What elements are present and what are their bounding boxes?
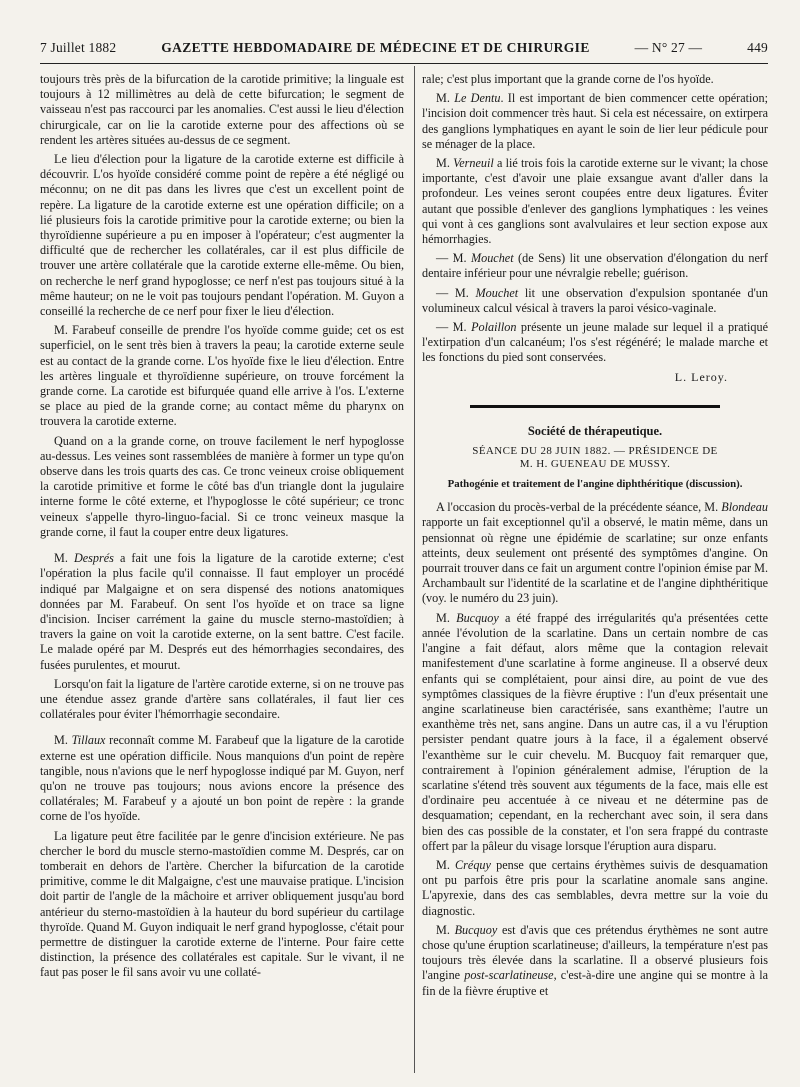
session-line: M. H. GUENEAU DE MUSSY.	[519, 458, 671, 471]
text-run: (de Sens) lit une observation d'élongation du nerf dentaire inférieur pour une névralgie rebelle; guérison.	[422, 251, 768, 281]
text-run: reconnaît comme M. Farabeuf que la ligature de la carotide externe est une opération difficile. Nous manquions d'un point de repère tangible, nous n'avions que le nerf hypoglosse indiqué par M. Guyon, nerf qu'on ne trouve pas toujours; nous avions encore la présence des collatérales; M. Farabeuf y a ajouté un bon point de repère : la grande corne de l'os hyoïde.	[40, 733, 404, 824]
running-header	[40, 40, 768, 62]
paragraph	[422, 500, 768, 606]
section-title: Société de thérapeutique.	[527, 423, 663, 438]
discussion-subject: Pathogénie et traitement de l'angine diphthéritique (discussion).	[447, 478, 743, 491]
journal-title: GAZETTE HEBDOMADAIRE DE MÉDECINE ET DE CHIRURGIE	[161, 40, 590, 55]
speaker-name: Bucquoy	[456, 610, 499, 625]
speaker-name: Le Dentu	[454, 91, 501, 106]
session-line: SÉANCE DU 28 JUIN 1882. — PRÉSIDENCE DE	[472, 445, 718, 458]
paragraph: La ligature peut être facilitée par le genre d'incision extérieure. Ne pas chercher le bord du muscle sterno-mastoïdien comme M. Després, car on tomberait en dehors de l'artère. Chercher la bifurcation de la carotide primitive, comme le dit Malgaigne, c'est une mauvaise pratique. L'incision doit partir de l'angle de la mâchoire et arriver obliquement jusqu'au bord antérieur du sterno-mastoïdien à la hauteur du bord supérieur du cartilage thyroïde. Quand M. Guyon indiquait le nerf grand hypoglosse, c'était pour permettre de distinguer la carotide externe de l'interne. Pour faire cette distinction, la présence des collatérales est capitale. Sur le vivant, il ne faut pas poser le fil sans avoir vu une collaté-	[40, 828, 404, 980]
section-divider	[470, 405, 720, 408]
right-column	[422, 72, 768, 1003]
paragraph	[422, 320, 768, 366]
paragraph	[422, 251, 768, 281]
text-run: M.	[436, 91, 455, 106]
speaker-name: Bucquoy	[454, 922, 498, 937]
text-run: . Il est important de bien commencer cette opération; l'incision doit commencer très haut. Si cela est nécessaire, on extirpera des ganglions lymphatiques en ayant le soin de lier leur pédicule pour se ménager de la place.	[422, 91, 768, 151]
text-run: — M.	[436, 285, 476, 300]
column-divider	[414, 66, 415, 1073]
text-run: , c'est-à-dire une angine qui se montre à la fin de la fièvre éruptive et	[422, 968, 768, 998]
speaker-name: Després	[73, 551, 114, 566]
speaker-name: Polaillon	[471, 320, 517, 335]
text-run: lit une observation d'expulsion spontanée d'un volumineux calcul vésical à travers la paroi vésico-vaginale.	[422, 285, 768, 315]
text-run: M.	[436, 156, 454, 171]
paragraph	[422, 91, 768, 152]
speaker-name: Verneuil	[453, 156, 494, 171]
text-run: M.	[436, 857, 456, 872]
speaker-name: Mouchet	[475, 285, 519, 300]
paragraph: Le lieu d'élection pour la ligature de la carotide externe est difficile à découvrir. L'os hyoïde considéré comme point de repère a été négligé ou méconnu; on ne dit pas dans les livres que c'est un excellent point de repère. La ligature de la carotide externe est une opération difficile; on a lié plusieurs fois la carotide primitive pour la carotide externe; ou bien la thyroïdienne supérieure a pu en imposer à l'opérateur; c'est augmenter la difficulté que de rechercher les collatérales, car il est plus difficile de trouver une artère collatérale que la carotide externe elle-même. Ou bien, on recherche le nerf grand hypoglosse; ce nerf n'est pas toujours situé à la même hauteur; on ne le voit pas toujours pendant l'opération. M. Guyon a conseillé la recherche de ce nerf pour fixer le lieu d'élection.	[40, 152, 404, 319]
issue-number: — N° 27 —	[634, 40, 703, 55]
session-info	[422, 445, 768, 471]
paragraph: Lorsqu'on fait la ligature de l'artère carotide externe, si on ne trouve pas une étendue assez grande d'artère sans collatérales, il faut lier ces collatérales pour éviter l'hémorrhagie secondaire.	[40, 676, 404, 722]
text-run: — M.	[436, 251, 471, 266]
text-run: pense que certains érythèmes suivis de desquamation ont pu parfois être pris pour la scarlatine anomale sans angine. L'apyrexie, dans des cas semblables, devra mettre sur la voie du diagnostic.	[422, 857, 768, 918]
paragraph	[40, 551, 404, 673]
text-run: est d'avis que ces prétendus érythèmes ne sont autre chose qu'une éruption scarlatineuse; d'ailleurs, la température n'est pas toujours très élevée dans la scarlatine. Il a observé plusieurs fois l'angine	[422, 922, 768, 983]
text-run: M.	[54, 733, 72, 748]
page-number: 449	[747, 40, 768, 55]
emphasized-term: post-scarlatineuse	[464, 968, 554, 983]
left-column	[40, 72, 404, 981]
paragraph: rale; c'est plus important que la grande corne de l'os hyoïde.	[422, 72, 714, 86]
text-run: présente un jeune malade sur lequel il a pratiqué l'extirpation d'un calcanéum; l'os s'est régénéré; le malade marche et les fonctions du pied sont conservées.	[422, 320, 768, 365]
text-run: a été frappé des irrégularités qu'a présentées cette année l'évolution de la scarlatine. Dans un certain nombre de cas l'angine a fait défaut, alors même que la contagion relevait manifestement d'une scarlatine à forme angineuse. Il a observé deux enfants qui se complétaient, pour ainsi dire, au point de vue des symptômes classiques de la fièvre éruptive : l'un d'eux présentait une angine scarlatineuse bien caractérisée, sans exanthème; l'autre un exanthème très net, sans angine. Dans un autre cas, il a vu l'éruption persister pendant quatre jours à la face, il a également observé l'exanthème sur le cuir chevelu. M. Bucquoy fait remarquer que, contrairement à l'opinion généralement admise, l'éruption de la scarlatine s'étend très souvent aux téguments de la face, mais elle est d'ordinaire peu accentuée à ce niveau et ne détermine pas de desquamation; cependant, en la recherchant avec soin, il sera dans bien des cas possible de la constater, et l'on sera frappé du contraste offert par la pâleur du visage lorsque l'éruption aura disparu.	[422, 610, 768, 853]
paragraph	[422, 611, 768, 854]
paragraph	[422, 286, 768, 316]
paragraph	[422, 858, 768, 919]
text-run: a fait une fois la ligature de la carotide externe; c'est l'opération la plus facile qu'il connaisse. Il faut employer un procédé indiqué par Malgaigne et on sera dispensé des notions anatomiques données par M. Farabeuf. On sent l'os hyoïde et on trace sa ligne d'incision. Inciser carrément la gaine du muscle sterno-mastoïdien; à travers la gaine on voit la carotide externe, on la sent battre. C'est facile. Le malade opéré par M. Després eut des hémorrhagies secondaires, des fusées purulentes, et mourut.	[40, 551, 405, 672]
header-rule	[40, 63, 768, 64]
speaker-name: Mouchet	[470, 251, 514, 266]
paragraph	[422, 156, 768, 247]
text-run: rapporte un fait exceptionnel qu'il a observé, le matin même, dans un pensionnat où règne une épidémie de scarlatine; sur onze enfants atteints, deux seulement ont présenté des symptômes d'angine. On pourrait trouver dans ce fait un argument contre l'opinion émise par M. Archambault sur l'identité de la scarlatine et de l'angine diphthéritique (voy. le numéro du 23 juin).	[422, 515, 768, 606]
author-signature: L. Leroy.	[674, 369, 728, 384]
speaker-name: Blondeau	[721, 500, 768, 515]
text-run: M.	[54, 551, 74, 566]
text-run: M.	[436, 922, 455, 937]
text-run: — M.	[436, 320, 472, 335]
text-run: a lié trois fois la carotide externe sur le vivant; la chose importante, c'est d'avoir une plaie exsangue avant d'aller dans la profondeur. Les veines seront coupées entre deux ligatures. Éviter autant que possible d'enlever des ganglions lymphatiques : les veines qui vont à ces ganglions sont avalvulaires et leur section expose aux hémorrhagies.	[422, 156, 769, 247]
paragraph: Quand on a la grande corne, on trouve facilement le nerf hypoglosse au-dessus. Les veines sont rassemblées de manière à former un type qu'on observe dans les trois quarts des cas. Ce tronc veineux croise obliquement la carotide primitive et forme le côté bas d'un triangle dont la jugulaire interne forme le côté externe, et l'hypoglosse le côté supérieur; ce tronc veineux s'appelle thyro-linguo-facial. Si ce tronc veineux masque la grande corne, il faut la couper entre deux ligatures.	[40, 433, 404, 539]
speaker-name: Tillaux	[71, 733, 106, 748]
paragraph	[422, 923, 768, 999]
issue-date: 7 Juillet 1882	[40, 40, 117, 55]
speaker-name: Créquy	[455, 857, 491, 872]
paragraph	[40, 733, 404, 824]
text-run: A l'occasion du procès-verbal de la précédente séance, M.	[436, 500, 722, 515]
paragraph: toujours très près de la bifurcation de la carotide primitive; la linguale est toujours à 12 millimètres au delà de cette bifurcation; le segment de vaisseau n'est pas raccourci par les anomalies. C'est aussi le lieu d'élection chirurgicale, car on lie la carotide externe pour des affections où se rendent les artères situées au-dessus de ce segment.	[40, 72, 404, 147]
paragraph: M. Farabeuf conseille de prendre l'os hyoïde comme guide; cet os est superficiel, on le sent très bien à travers la peau; la carotide externe seule est au contact de la grande corne. L'os hyoïde fixe le lieu d'élection. Entre les artères linguale et thyroïdienne supérieure, on trouve forcément la grande corne. La carotide est bifurquée quand elle arrive à l'os. L'externe se place au pied de la grande corne; au contact même du pharynx on trouvera la carotide externe.	[40, 323, 404, 429]
text-run: M.	[436, 610, 457, 625]
